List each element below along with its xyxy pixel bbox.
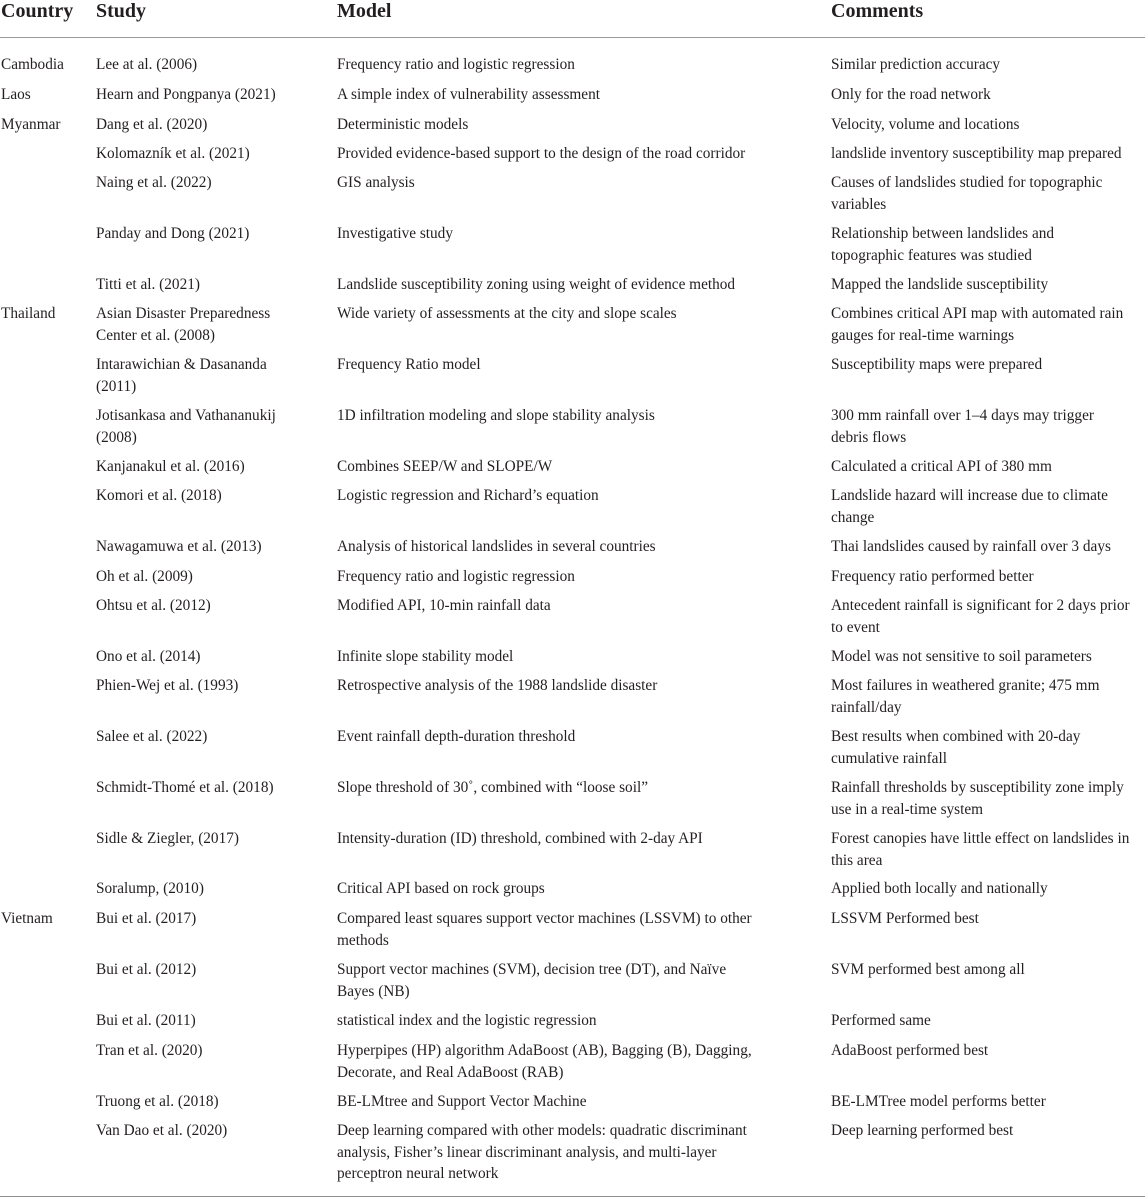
- header-comments: Comments: [831, 0, 924, 22]
- cell-comments: Velocity, volume and locations: [831, 116, 1020, 133]
- cell-model: Hyperpipes (HP) algorithm AdaBoost (AB), Bagging (B), Dagging, Decorate, and Real AdaBoost (RAB): [337, 1042, 752, 1081]
- cell-comments: Applied both locally and nationally: [831, 880, 1048, 897]
- cell-study: Van Dao et al. (2020): [96, 1122, 228, 1139]
- cell-model: Wide variety of assessments at the city and slope scales: [337, 305, 677, 322]
- cell-study: Bui et al. (2017): [96, 910, 197, 927]
- cell-study: Salee et al. (2022): [96, 728, 208, 745]
- cell-model: statistical index and the logistic regression: [337, 1012, 597, 1029]
- cell-comments: SVM performed best among all: [831, 961, 1025, 978]
- cell-model: Slope threshold of 30˚, combined with “loose soil”: [337, 779, 648, 796]
- cell-model: Retrospective analysis of the 1988 landslide disaster: [337, 677, 658, 694]
- cell-study: Bui et al. (2012): [96, 961, 197, 978]
- cell-comments: Susceptibility maps were prepared: [831, 356, 1043, 373]
- cell-study: Ohtsu et al. (2012): [96, 597, 211, 614]
- cell-country: Myanmar: [1, 116, 61, 133]
- cell-study: Kolomazník et al. (2021): [96, 145, 250, 162]
- cell-comments: Most failures in weathered granite; 475 mm rainfall/day: [831, 677, 1100, 716]
- cell-model: Modified API, 10-min rainfall data: [337, 597, 551, 614]
- cell-comments: Similar prediction accuracy: [831, 56, 1001, 73]
- cell-comments: Rainfall thresholds by susceptibility zone imply use in a real-time system: [831, 779, 1124, 818]
- cell-comments: Deep learning performed best: [831, 1122, 1014, 1139]
- cell-comments: Combines critical API map with automated rain gauges for real-time warnings: [831, 305, 1124, 344]
- cell-comments: Forest canopies have little effect on landslides in this area: [831, 830, 1130, 869]
- header-country: Country: [1, 0, 74, 22]
- cell-model: Frequency ratio and logistic regression: [337, 56, 575, 73]
- cell-country: Vietnam: [1, 910, 53, 927]
- cell-study: Soralump, (2010): [96, 880, 204, 897]
- cell-study: Schmidt-Thomé et al. (2018): [96, 779, 274, 796]
- cell-study: Truong et al. (2018): [96, 1093, 219, 1110]
- cell-comments: landslide inventory susceptibility map prepared: [831, 145, 1122, 162]
- cell-study: Naing et al. (2022): [96, 174, 212, 191]
- cell-comments: Mapped the landslide susceptibility: [831, 276, 1049, 293]
- cell-study: Sidle & Ziegler, (2017): [96, 830, 239, 847]
- cell-model: Critical API based on rock groups: [337, 880, 545, 897]
- cell-comments: Relationship between landslides and topographic features was studied: [831, 225, 1055, 264]
- cell-comments: Landslide hazard will increase due to climate change: [831, 487, 1108, 526]
- cell-comments: Only for the road network: [831, 86, 991, 103]
- cell-model: Support vector machines (SVM), decision tree (DT), and Naïve Bayes (NB): [337, 961, 727, 1000]
- cell-comments: Calculated a critical API of 380 mm: [831, 458, 1052, 475]
- cell-model: Event rainfall depth-duration threshold: [337, 728, 576, 745]
- cell-comments: Antecedent rainfall is significant for 2 days prior to event: [831, 597, 1130, 636]
- cell-comments: Thai landslides caused by rainfall over 3 days: [831, 538, 1111, 555]
- cell-model: Frequency Ratio model: [337, 356, 481, 373]
- cell-model: Compared least squares support vector machines (LSSVM) to other methods: [337, 910, 752, 949]
- cell-model: Deep learning compared with other models: quadratic discriminant analysis, Fisher’s linear discriminant analysis, and multi-layer perceptron neural network: [337, 1122, 747, 1182]
- cell-model: Analysis of historical landslides in several countries: [337, 538, 656, 555]
- cell-study: Intarawichian & Dasananda (2011): [96, 356, 267, 395]
- cell-model: BE-LMtree and Support Vector Machine: [337, 1093, 587, 1110]
- cell-comments: Best results when combined with 20-day cumulative rainfall: [831, 728, 1081, 767]
- cell-study: Tran et al. (2020): [96, 1042, 203, 1059]
- cell-model: Frequency ratio and logistic regression: [337, 568, 575, 585]
- cell-model: Infinite slope stability model: [337, 648, 514, 665]
- cell-study: Hearn and Pongpanya (2021): [96, 86, 276, 103]
- cell-comments: AdaBoost performed best: [831, 1042, 989, 1059]
- cell-model: A simple index of vulnerability assessment: [337, 86, 600, 103]
- cell-model: Deterministic models: [337, 116, 469, 133]
- cell-study: Komori et al. (2018): [96, 487, 222, 504]
- cell-comments: Causes of landslides studied for topographic variables: [831, 174, 1103, 213]
- cell-model: Logistic regression and Richard’s equation: [337, 487, 599, 504]
- cell-model: Intensity-duration (ID) threshold, combined with 2-day API: [337, 830, 703, 847]
- cell-comments: Model was not sensitive to soil parameters: [831, 648, 1092, 665]
- cell-study: Lee at al. (2006): [96, 56, 198, 73]
- cell-model: Provided evidence-based support to the design of the road corridor: [337, 145, 746, 162]
- cell-study: Dang et al. (2020): [96, 116, 208, 133]
- cell-study: Panday and Dong (2021): [96, 225, 250, 242]
- cell-study: Oh et al. (2009): [96, 568, 193, 585]
- cell-study: Bui et al. (2011): [96, 1012, 196, 1029]
- cell-study: Ono et al. (2014): [96, 648, 201, 665]
- cell-model: Combines SEEP/W and SLOPE/W: [337, 458, 553, 475]
- cell-study: Asian Disaster Preparedness Center et al. (2008): [96, 305, 271, 344]
- cell-model: Investigative study: [337, 225, 453, 242]
- cell-country: Laos: [1, 86, 31, 103]
- cell-comments: LSSVM Performed best: [831, 910, 979, 927]
- cell-study: Jotisankasa and Vathananukij (2008): [96, 407, 276, 446]
- cell-study: Phien-Wej et al. (1993): [96, 677, 239, 694]
- cell-study: Titti et al. (2021): [96, 276, 200, 293]
- cell-comments: Frequency ratio performed better: [831, 568, 1034, 585]
- cell-study: Kanjanakul et al. (2016): [96, 458, 245, 475]
- cell-model: Landslide susceptibility zoning using weight of evidence method: [337, 276, 736, 293]
- cell-comments: BE-LMTree model performs better: [831, 1093, 1046, 1110]
- cell-comments: 300 mm rainfall over 1–4 days may trigger debris flows: [831, 407, 1094, 446]
- header-study: Study: [96, 0, 147, 22]
- cell-model: 1D infiltration modeling and slope stability analysis: [337, 407, 655, 424]
- cell-study: Nawagamuwa et al. (2013): [96, 538, 262, 555]
- cell-comments: Performed same: [831, 1012, 931, 1029]
- cell-model: GIS analysis: [337, 174, 415, 191]
- cell-country: Cambodia: [1, 56, 64, 73]
- cell-country: Thailand: [1, 305, 56, 322]
- bottom-rule: [0, 1196, 1145, 1197]
- header-model: Model: [337, 0, 392, 22]
